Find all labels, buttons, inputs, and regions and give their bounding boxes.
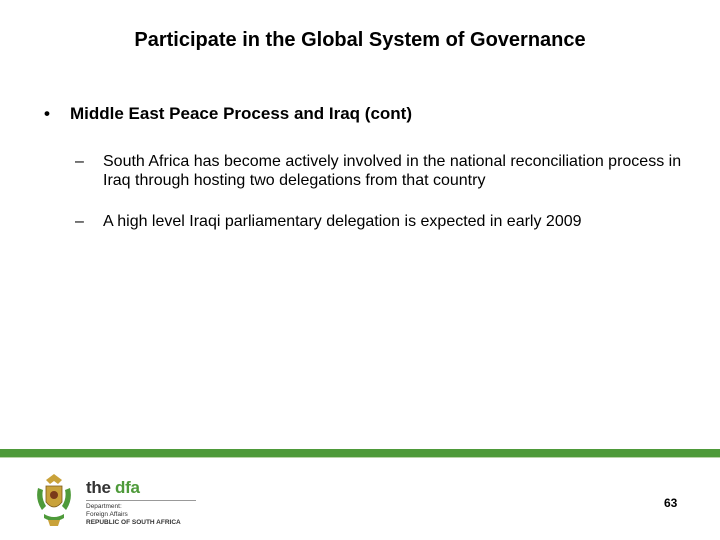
bullet-item	[44, 104, 412, 124]
sub-item	[75, 152, 683, 190]
footer-green-bar	[0, 449, 720, 457]
dept-line: Department:	[86, 503, 122, 510]
dfa-logo-rule	[86, 500, 196, 501]
dfa-logo	[86, 478, 196, 527]
sub-item-text: South Africa has become actively involved in the national reconciliation process in Iraq through hosting two delegations from that country	[103, 153, 682, 189]
coat-of-arms-icon	[32, 470, 76, 528]
bullet-text: Middle East Peace Process and Iraq (cont)	[70, 104, 413, 123]
dfa-logo-name: the dfa	[86, 478, 140, 497]
sub-item-text: A high level Iraqi parliamentary delegation is expected in early 2009	[103, 213, 582, 230]
sub-item-marker: –	[75, 213, 84, 230]
dept-line: Foreign Affairs	[86, 511, 128, 518]
footer-divider	[0, 457, 720, 458]
bullet-marker: •	[44, 104, 50, 123]
slide-title: Participate in the Global System of Governance	[134, 29, 586, 51]
dept-country: REPUBLIC OF SOUTH AFRICA	[86, 519, 181, 526]
sub-item-marker: –	[75, 153, 84, 170]
page-number: 63	[664, 496, 678, 510]
sub-item	[75, 212, 683, 231]
